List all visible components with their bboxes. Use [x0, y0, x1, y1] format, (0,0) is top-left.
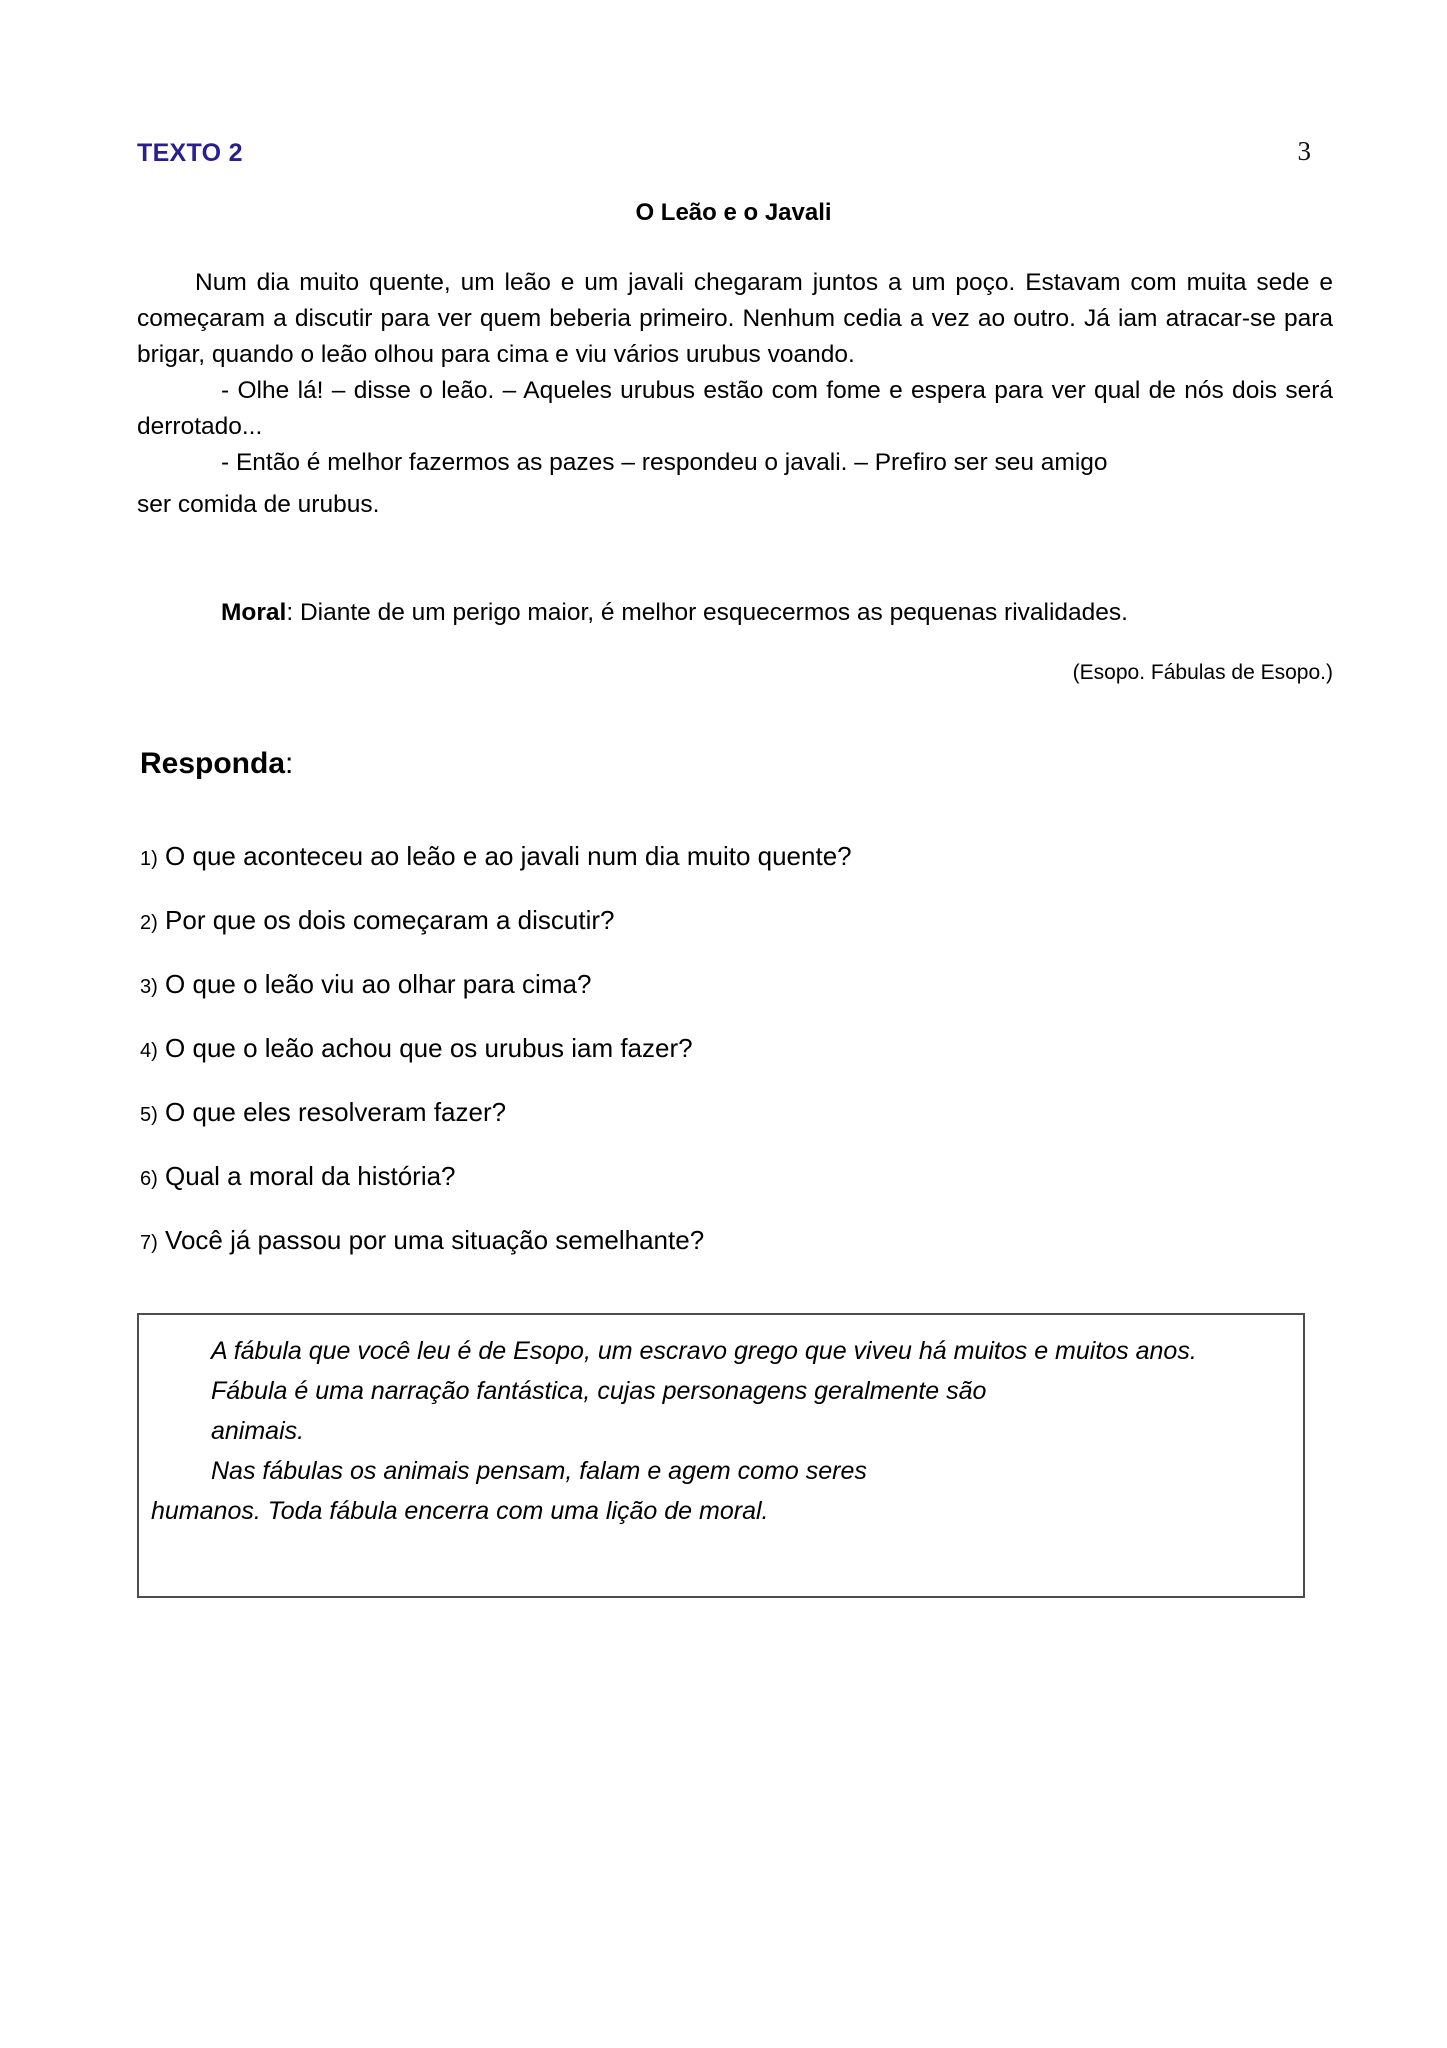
responda-label: Responda: [140, 747, 286, 780]
question-text: Você já passou por uma situação semelhante?: [165, 1225, 705, 1255]
info-box-line-4: Nas fábulas os animais pensam, falam e agem como seres: [211, 1457, 867, 1485]
info-box-line-2: Fábula é uma narração fantástica, cujas personagens geralmente são: [211, 1377, 987, 1405]
question-text: Por que os dois começaram a discutir?: [165, 905, 615, 935]
question-item: [140, 826, 1330, 890]
question-text: O que aconteceu ao leão e ao javali num dia muito quente?: [165, 841, 852, 871]
question-number: 4): [140, 1040, 158, 1062]
question-item: [140, 1146, 1330, 1210]
story-title: O Leão e o Javali: [635, 199, 832, 226]
question-text: O que o leão achou que os urubus iam fazer?: [165, 1033, 693, 1063]
question-text: O que o leão viu ao olhar para cima?: [165, 969, 592, 999]
section-label-texto-2: TEXTO 2: [137, 139, 243, 167]
question-text: Qual a moral da história?: [165, 1161, 456, 1191]
story-body: [137, 265, 1333, 529]
responda-heading: [140, 745, 293, 783]
info-box-content: [151, 1331, 1289, 1531]
info-box-line-5: humanos. Toda fábula encerra com uma lição de moral.: [151, 1497, 769, 1525]
info-box-line-3: animais.: [211, 1417, 305, 1445]
story-paragraph-3: - Então é melhor fazermos as pazes – respondeu o javali. – Prefiro ser seu amigo: [221, 449, 1108, 476]
story-paragraph-2: - Olhe lá! – disse o leão. – Aqueles urubus estão com fome e espera para ver qual de nós dois será derrotado...: [137, 377, 1333, 440]
story-paragraph-1: Num dia muito quente, um leão e um javali chegaram juntos a um poço. Estavam com muita sede e começaram a discutir para ver quem beberia primeiro. Nenhum cedia a vez ao outro. Já iam atracar-se para brigar, quando o leão olhou para cima e viu vários urubus voando.: [137, 269, 1333, 368]
questions-list: [140, 826, 1330, 1274]
question-number: 6): [140, 1168, 158, 1190]
story-attribution: (Esopo. Fábulas de Esopo.): [1072, 661, 1333, 684]
page-header: [137, 138, 1330, 172]
question-item: [140, 1210, 1330, 1274]
question-number: 1): [140, 848, 158, 870]
info-box-line-1: A fábula que você leu é de Esopo, um escravo grego que viveu há muitos e muitos anos.: [211, 1337, 1197, 1365]
question-text: O que eles resolveram fazer?: [165, 1097, 507, 1127]
question-number: 7): [140, 1232, 158, 1254]
story-moral: [137, 596, 1333, 630]
story-trailing-line: ser comida de urubus.: [137, 491, 380, 518]
moral-label: Moral: [221, 599, 287, 626]
question-item: [140, 890, 1330, 954]
info-box: [137, 1313, 1305, 1598]
question-item: [140, 954, 1330, 1018]
question-number: 3): [140, 976, 158, 998]
question-number: 2): [140, 912, 158, 934]
responda-colon: :: [285, 747, 294, 780]
page-number: 3: [1297, 136, 1311, 166]
question-item: [140, 1018, 1330, 1082]
question-item: [140, 1082, 1330, 1146]
question-number: 5): [140, 1104, 158, 1126]
moral-text: : Diante de um perigo maior, é melhor esquecermos as pequenas rivalidades.: [286, 599, 1128, 626]
